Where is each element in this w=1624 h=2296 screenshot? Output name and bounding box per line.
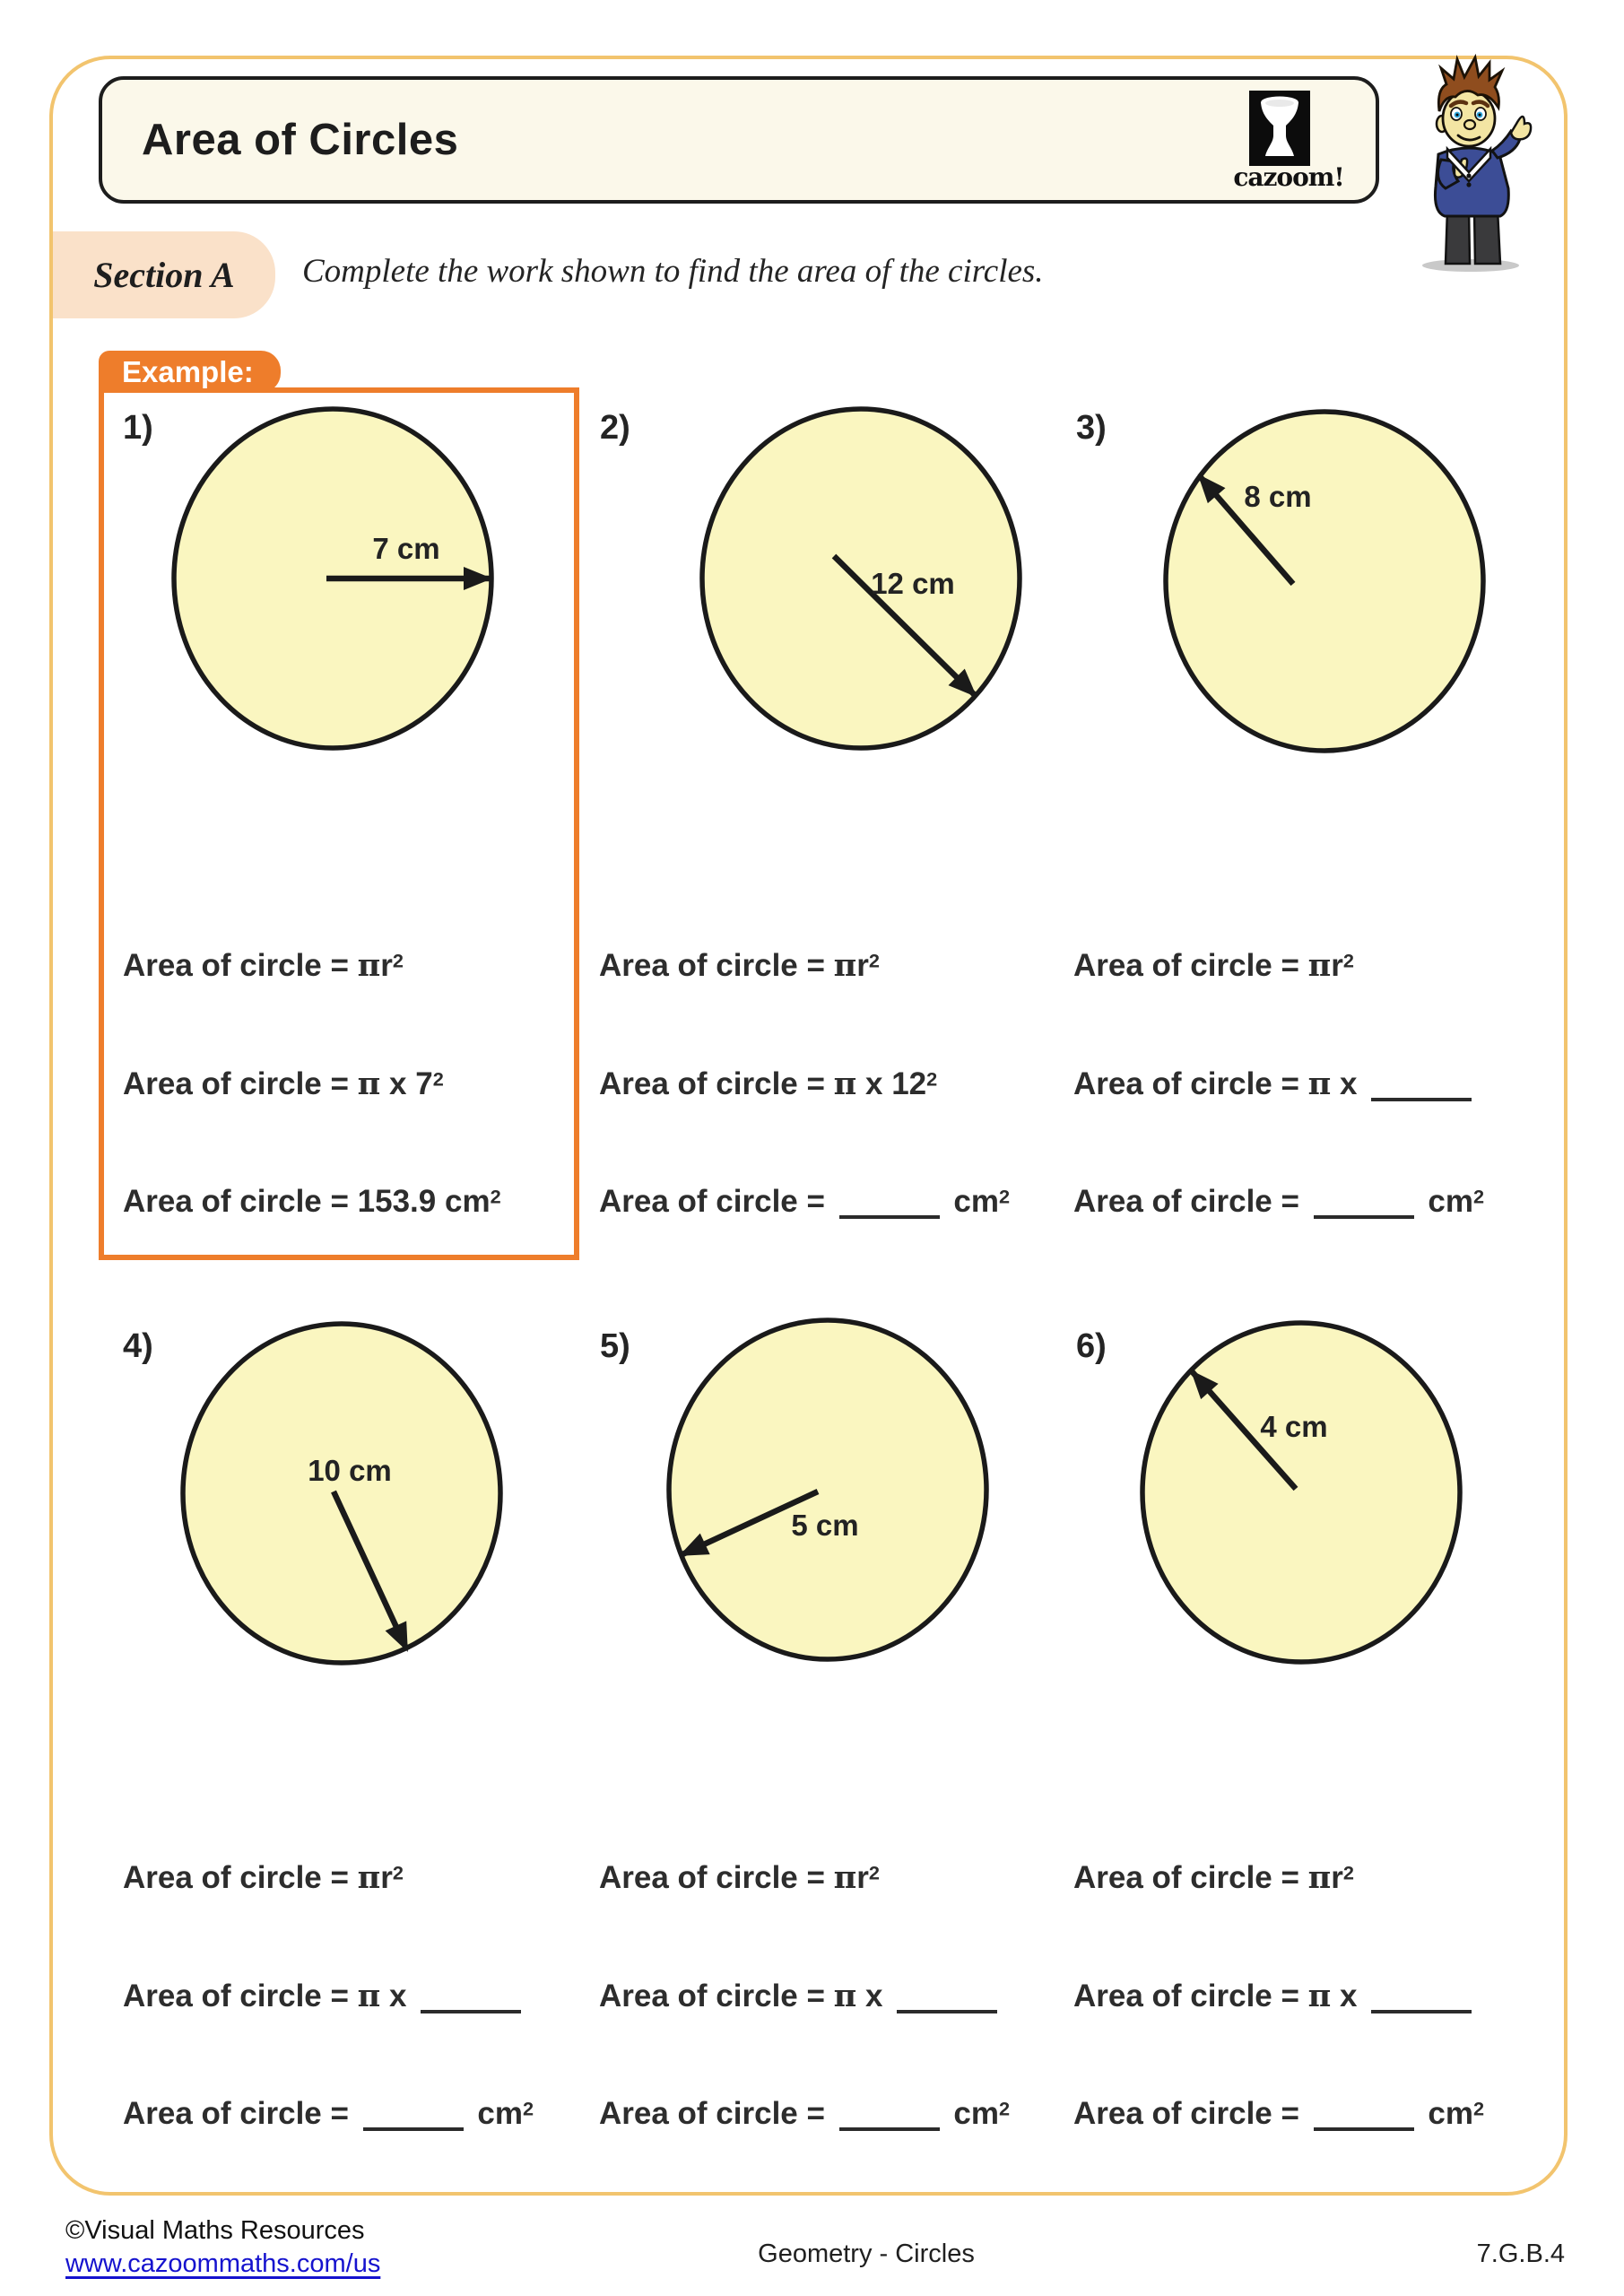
radius-label: 10 cm — [308, 1454, 392, 1487]
problem-2-equation-1: Area of circle = $\pi r^2$ — [599, 947, 880, 984]
answer-blank — [839, 2100, 940, 2131]
answer-blank — [1371, 1071, 1472, 1101]
problem-1-circle-figure — [162, 404, 503, 753]
radius-label: 8 cm — [1244, 480, 1312, 513]
problem-6-equation-1: Area of circle = $\pi r^2$ — [1073, 1859, 1354, 1896]
problem-3-equation-3: Area of circle = $cm^2$ — [1073, 1184, 1485, 1219]
problem-3-equation-1: Area of circle = $\pi r^2$ — [1073, 947, 1354, 984]
radius-label: 7 cm — [372, 532, 440, 565]
footer-topic: Geometry - Circles — [758, 2239, 975, 2268]
problem-2-equation-2: Area of circle = π x $12^2$ — [599, 1065, 938, 1102]
problem-2-equation-3: Area of circle = $cm^2$ — [599, 1184, 1011, 1219]
problem-1-equation-2: Area of circle = π x $7^2$ — [123, 1065, 444, 1102]
footer-credits — [65, 2214, 380, 2281]
problem-4-equation-2: Area of circle = π x — [123, 1978, 526, 2014]
answer-blank — [421, 1983, 521, 2013]
example-label: Example: — [122, 354, 254, 388]
problem-4-number: 4) — [123, 1327, 153, 1365]
problem-3-equation-2: Area of circle = π x — [1073, 1065, 1477, 1102]
problem-3-circle-figure — [1154, 406, 1495, 756]
problem-5-equation-3: Area of circle = $cm^2$ — [599, 2096, 1011, 2131]
cazoom-logo — [1233, 91, 1357, 192]
section-label: Section A — [93, 255, 235, 295]
problem-4-equation-3: Area of circle = $cm^2$ — [123, 2096, 534, 2131]
answer-blank — [1314, 1188, 1414, 1219]
problem-5-equation-2: Area of circle = π x — [599, 1978, 1003, 2014]
radius-label: 4 cm — [1260, 1410, 1328, 1443]
logo-wordmark: cazoom! — [1233, 162, 1344, 192]
footer-standard-code: 7.G.B.4 — [1476, 2239, 1565, 2268]
website-link[interactable]: www.cazoommaths.com/us — [65, 2249, 381, 2278]
problem-3-number: 3) — [1076, 409, 1107, 447]
problem-6-number: 6) — [1076, 1327, 1107, 1365]
problem-2-number: 2) — [600, 409, 630, 447]
problem-4-equation-1: Area of circle = $\pi r^2$ — [123, 1859, 404, 1896]
copyright-text: ©Visual Maths Resources — [65, 2216, 365, 2245]
answer-blank — [839, 1188, 940, 1219]
answer-blank — [897, 1983, 997, 2013]
problem-4-circle-figure — [171, 1318, 512, 1668]
problem-1-number: 1) — [123, 409, 153, 447]
answer-blank — [1371, 1983, 1472, 2013]
title-box — [99, 76, 1379, 204]
answer-blank — [1314, 2100, 1414, 2131]
problem-6-circle-figure — [1131, 1318, 1472, 1667]
problem-1-equation-1: Area of circle = $\pi r^2$ — [123, 947, 404, 984]
problem-6-equation-3: Area of circle = $cm^2$ — [1073, 2096, 1485, 2131]
radius-label: 12 cm — [871, 567, 955, 600]
problem-5-number: 5) — [600, 1327, 630, 1365]
radius-label: 5 cm — [791, 1509, 859, 1542]
problem-5-equation-1: Area of circle = $\pi r^2$ — [599, 1859, 880, 1896]
section-a-badge — [53, 231, 275, 318]
cartoon-boy-thumbs-up-icon — [1392, 52, 1546, 273]
page-title: Area of Circles — [142, 116, 459, 164]
problem-5-circle-figure — [657, 1315, 998, 1665]
section-instruction: Complete the work shown to find the area of the circles. — [302, 253, 1044, 290]
problem-6-equation-2: Area of circle = π x — [1073, 1978, 1477, 2014]
problem-1-equation-3: Area of circle = 153.9 $cm^2$ — [123, 1184, 501, 1219]
djembe-drum-icon — [1249, 91, 1310, 166]
problem-2-circle-figure — [690, 404, 1031, 753]
example-badge — [99, 351, 281, 393]
answer-blank — [363, 2100, 464, 2131]
